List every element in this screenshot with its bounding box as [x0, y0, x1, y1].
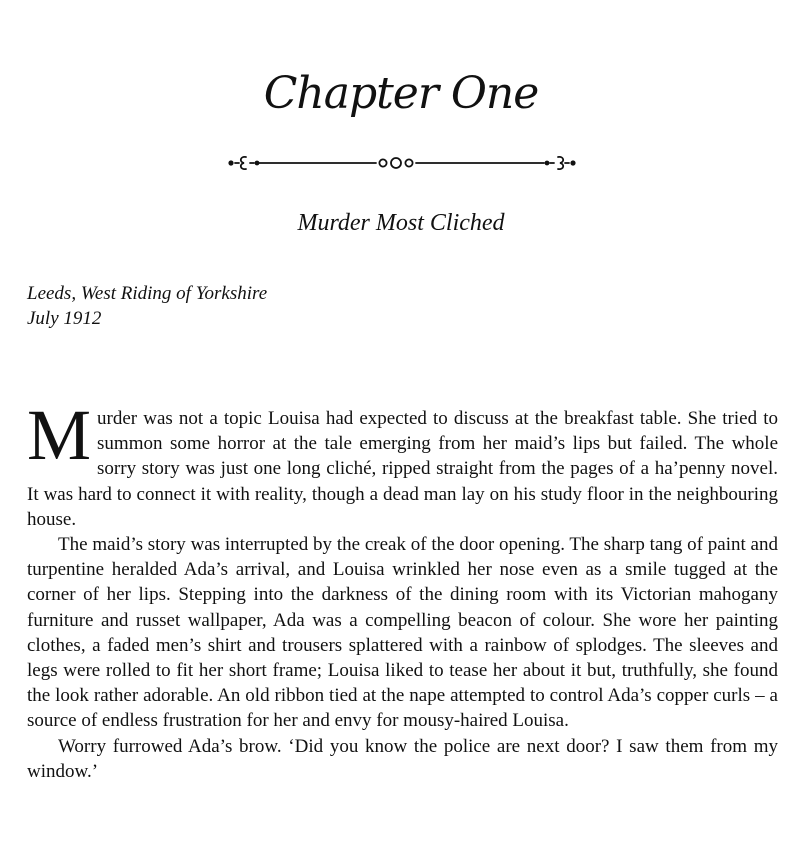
paragraph-1-text: urder was not a topic Louisa had expected to discuss at the breakfast table. She tried to summon some horror at the tale emerging from her maid’s lips but failed. The whole sorry story was just one long cliché, ripped straight from the pages of a ha’penny novel. It was hard to connect it with reality, though a dead man lay on his study floor in the neighbouring house.: [27, 408, 778, 530]
chapter-subtitle: Murder Most Cliched: [297, 210, 505, 236]
chapter-body: [27, 395, 778, 784]
setting-block: [27, 281, 267, 331]
paragraph-3: Worry furrowed Ada’s brow. ‘Did you know the police are next door? I saw them from my window.’: [27, 735, 778, 782]
setting-date: July 1912: [27, 308, 102, 329]
drop-cap: M: [27, 395, 92, 475]
setting-place: Leeds, West Riding of Yorkshire: [27, 283, 268, 304]
chapter-divider-ornament: [226, 148, 578, 178]
chapter-title: Chapter One: [263, 68, 539, 119]
paragraph-1: [27, 395, 778, 532]
paragraph-2: The maid’s story was interrupted by the creak of the door opening. The sharp tang of paint and turpentine heralded Ada’s arrival, and Louisa wrinkled her nose even as a smile tugged at the corner of her lips. Stepping into the darkness of the dining room with its Victorian mahogany furniture and russet wallpaper, Ada was a compelling beacon of colour. She wore her painting clothes, a faded men’s shirt and trousers splattered with a rainbow of splodges. The sleeves and legs were rolled to fit her short frame; Louisa liked to tease her about it but, truthfully, she found the look rather adorable. An old ribbon tied at the nape attempted to control Ada’s copper curls – a source of endless frustration for her and envy for mousy-haired Louisa.: [27, 534, 778, 732]
